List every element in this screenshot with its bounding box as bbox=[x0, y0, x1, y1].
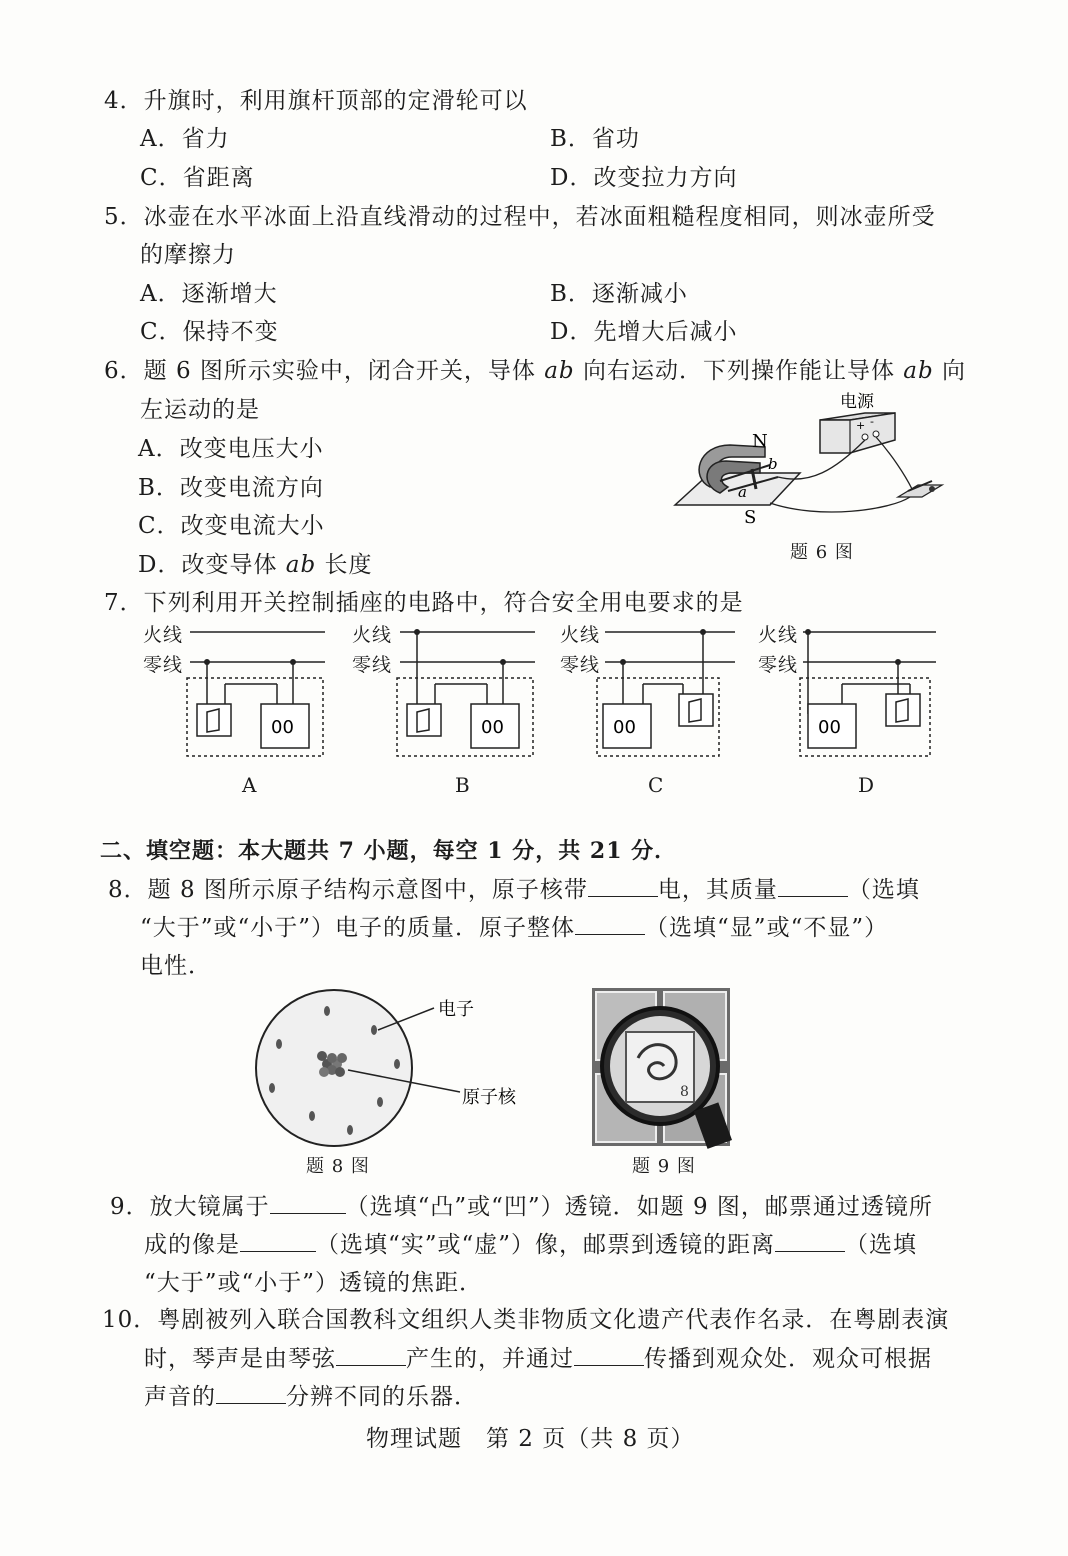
q4-option-a: A．省力 bbox=[140, 126, 230, 152]
q10-l3-part2: 分辨不同的乐器． bbox=[286, 1384, 478, 1410]
q4-option-b: B．省功 bbox=[550, 126, 640, 152]
q6-ab-1: ab bbox=[544, 358, 575, 384]
q8-l2-part1: “大于”或“小于”）电子的质量．原子整体 bbox=[140, 915, 576, 941]
q9-blank-1[interactable] bbox=[270, 1191, 346, 1214]
conductor-b-label: b bbox=[768, 455, 778, 473]
q10-blank-2[interactable] bbox=[574, 1343, 644, 1366]
magnet-s-label: S bbox=[744, 507, 757, 528]
circuit-b-live-label: 火线 bbox=[352, 624, 393, 646]
section-2-title: 二、填空题：本大题共 7 小题，每空 1 分，共 21 分． bbox=[100, 838, 678, 864]
q9-line2 bbox=[144, 1229, 917, 1260]
q6-ab-2: ab bbox=[903, 358, 934, 384]
q5-option-c: C．保持不变 bbox=[140, 319, 279, 345]
q9-line1 bbox=[110, 1191, 933, 1222]
socket-label: 00 bbox=[481, 717, 504, 738]
q10-l2-part2: 产生的，并通过 bbox=[406, 1346, 574, 1372]
knife-switch bbox=[898, 481, 942, 497]
q10-l3-part1: 声音的 bbox=[144, 1384, 216, 1410]
q5-stem-line2: 的摩擦力 bbox=[140, 242, 236, 268]
q6-option-b: B．改变电流方向 bbox=[138, 475, 324, 501]
q6-option-c: C．改变电流大小 bbox=[138, 513, 325, 539]
q6-stem-part2: 向右运动．下列操作能让导体 bbox=[574, 358, 904, 384]
page-footer: 物理试题 第 2 页（共 8 页） bbox=[366, 1426, 695, 1452]
figure-8-caption: 题 8 图 bbox=[306, 1156, 370, 1177]
stamp-value: 8 bbox=[680, 1084, 689, 1100]
minus-label: - bbox=[870, 415, 874, 428]
q8-blank-2[interactable] bbox=[778, 874, 848, 897]
circuit-d-neutral-label: 零线 bbox=[758, 654, 799, 676]
q10-line1: 10．粤剧被列入联合国教科文组织人类非物质文化遗产代表作名录．在粤剧表演 bbox=[102, 1307, 950, 1333]
q10-blank-3[interactable] bbox=[216, 1381, 286, 1404]
q8-blank-3[interactable] bbox=[575, 912, 645, 935]
q9-l2-part1: 成的像是 bbox=[144, 1232, 240, 1258]
circuit-d-label: D bbox=[858, 773, 876, 797]
q9-l2-part2: （选填“实”或“虚”）像，邮票到透镜的距离 bbox=[316, 1232, 776, 1258]
power-supply-label: 电源 bbox=[840, 392, 874, 412]
circuit-a-live-label: 火线 bbox=[143, 624, 184, 646]
circuit-c bbox=[595, 620, 745, 770]
q9-l2-part3: （选填 bbox=[845, 1232, 918, 1258]
circuit-b-neutral-label: 零线 bbox=[352, 654, 393, 676]
q8-line1 bbox=[108, 874, 920, 905]
socket-label: 00 bbox=[818, 717, 841, 738]
q8-l1-part1: 8．题 8 图所示原子结构示意图中，原子核带 bbox=[108, 877, 588, 903]
q5-option-d: D．先增大后减小 bbox=[550, 319, 738, 345]
q4-stem: 4．升旗时，利用旗杆顶部的定滑轮可以 bbox=[104, 88, 528, 114]
circuit-d bbox=[798, 620, 948, 770]
q6-option-d-part2: 长度 bbox=[316, 552, 373, 578]
figure-6-motor-experiment bbox=[660, 385, 960, 528]
circuit-c-label: C bbox=[648, 773, 665, 797]
q5-stem-line1: 5．冰壶在水平冰面上沿直线滑动的过程中，若冰面粗糙程度相同，则冰壶所受 bbox=[104, 204, 936, 230]
circuit-b-label: B bbox=[455, 773, 471, 797]
circuit-c-live-label: 火线 bbox=[560, 624, 601, 646]
q6-stem-line1 bbox=[104, 356, 966, 386]
plus-label: + bbox=[856, 419, 866, 432]
circuit-a-neutral-label: 零线 bbox=[143, 654, 184, 676]
q10-line3 bbox=[144, 1381, 478, 1412]
socket-label: 00 bbox=[271, 717, 294, 738]
q8-l2-part2: （选填“显”或“不显”） bbox=[645, 915, 889, 941]
q5-option-b: B．逐渐减小 bbox=[550, 281, 688, 307]
q8-line2 bbox=[140, 912, 888, 943]
circuit-b bbox=[395, 620, 545, 770]
conductor-a-label: a bbox=[738, 483, 747, 501]
q8-l1-part2: 电，其质量 bbox=[657, 877, 778, 903]
figure-6-caption: 题 6 图 bbox=[790, 542, 854, 563]
nucleus-label: 原子核 bbox=[462, 1087, 516, 1108]
q7-stem: 7．下列利用开关控制插座的电路中，符合安全用电要求的是 bbox=[104, 590, 744, 616]
q9-l1-part1: 9．放大镜属于 bbox=[110, 1194, 270, 1220]
q10-blank-1[interactable] bbox=[336, 1343, 406, 1366]
q9-blank-3[interactable] bbox=[775, 1229, 845, 1252]
q8-line3: 电性． bbox=[140, 953, 212, 979]
q10-line2 bbox=[144, 1343, 932, 1374]
q4-option-c: C．省距离 bbox=[140, 165, 255, 191]
q6-option-a: A．改变电压大小 bbox=[138, 436, 324, 462]
q10-l2-part1: 时，琴声是由琴弦 bbox=[144, 1346, 336, 1372]
q5-option-a: A．逐渐增大 bbox=[140, 281, 278, 307]
q6-stem-part3: 向 bbox=[933, 358, 967, 384]
q9-blank-2[interactable] bbox=[240, 1229, 316, 1252]
q6-option-d-part1: D．改变导体 bbox=[138, 552, 286, 578]
q6-stem-line2: 左运动的是 bbox=[140, 397, 260, 423]
q8-l1-part3: （选填 bbox=[847, 877, 920, 903]
circuit-a-label: A bbox=[242, 773, 258, 797]
q6-option-d bbox=[138, 550, 373, 580]
q4-option-d: D．改变拉力方向 bbox=[550, 165, 738, 191]
circuit-d-live-label: 火线 bbox=[758, 624, 799, 646]
figure-9-caption: 题 9 图 bbox=[632, 1156, 696, 1177]
q9-line3: “大于”或“小于”）透镜的焦距． bbox=[144, 1270, 484, 1296]
q10-l2-part3: 传播到观众处．观众可根据 bbox=[644, 1346, 932, 1372]
circuit-c-neutral-label: 零线 bbox=[560, 654, 601, 676]
q8-blank-1[interactable] bbox=[588, 874, 658, 897]
q6-option-d-ab: ab bbox=[285, 552, 317, 578]
q6-stem-part1: 6．题 6 图所示实验中，闭合开关，导体 bbox=[104, 358, 545, 384]
magnet-n-label: N bbox=[752, 431, 768, 452]
socket-label: 00 bbox=[613, 717, 636, 738]
circuit-a bbox=[185, 620, 335, 770]
figure-8-atom-diagram bbox=[252, 988, 532, 1148]
figure-9-magnifier-photo bbox=[592, 988, 732, 1148]
q9-l1-part2: （选填“凸”或“凹”）透镜．如题 9 图，邮票通过透镜所 bbox=[345, 1194, 933, 1220]
electron-label: 电子 bbox=[438, 999, 474, 1020]
